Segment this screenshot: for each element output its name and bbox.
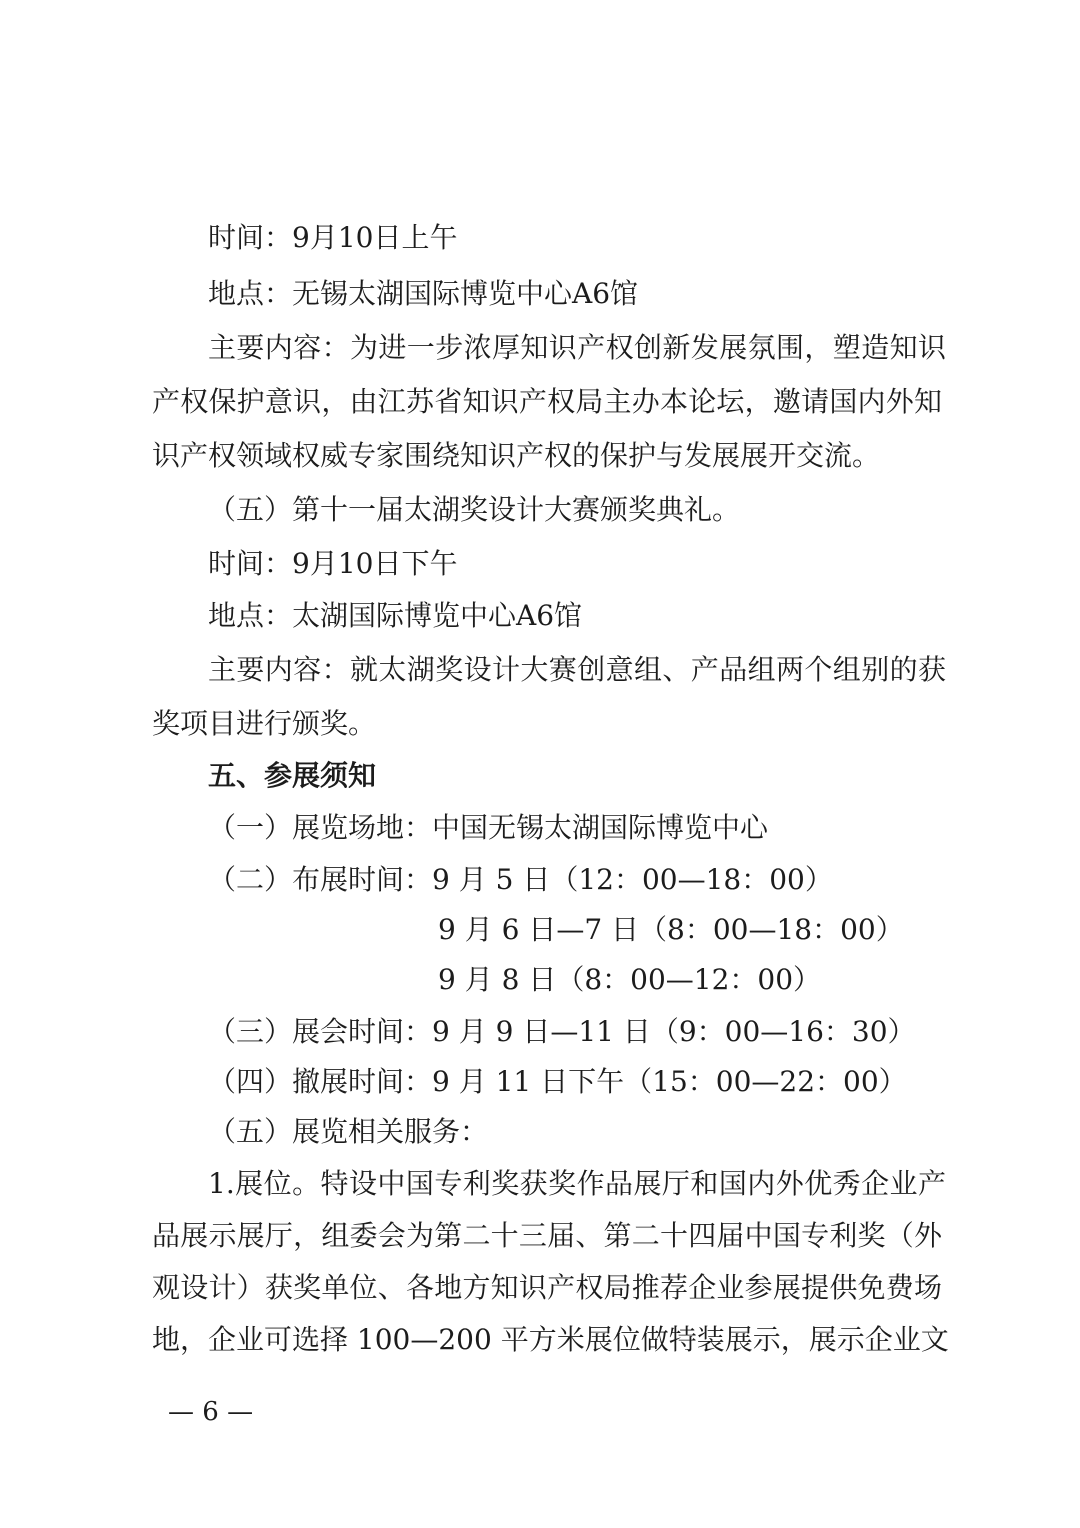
notice-item-line: （二）布展时间：9 月 5 日（12：00—18：00） — [208, 863, 833, 896]
body-text-line: 产权保护意识，由江苏省知识产权局主办本论坛，邀请国内外知 — [152, 385, 942, 418]
schedule-location-line: 地点：无锡太湖国际博览中心A6馆 — [208, 277, 639, 310]
body-text-line: 品展示展厅，组委会为第二十三届、第二十四届中国专利奖（外 — [152, 1219, 942, 1252]
main-content-line: 主要内容：为进一步浓厚知识产权创新发展氛围，塑造知识 — [208, 331, 946, 364]
body-text-line: 观设计）获奖单位、各地方知识产权局推荐企业参展提供免费场 — [152, 1271, 942, 1304]
page-number: — 6 — — [168, 1397, 254, 1427]
notice-item-continuation: 9 月 6 日—7 日（8：00—18：00） — [438, 913, 904, 946]
schedule-time-line: 时间：9月10日下午 — [208, 547, 458, 580]
notice-item-continuation: 9 月 8 日（8：00—12：00） — [438, 963, 822, 996]
schedule-time-line: 时间：9月10日上午 — [208, 221, 458, 254]
schedule-location-line: 地点：太湖国际博览中心A6馆 — [208, 599, 583, 632]
notice-item-line: （四）撤展时间：9 月 11 日下午（15：00—22：00） — [208, 1065, 907, 1098]
body-text-line: 识产权领域权威专家围绕知识产权的保护与发展展开交流。 — [152, 439, 881, 472]
notice-item-line: （五）展览相关服务： — [208, 1115, 489, 1148]
main-content-line: 主要内容：就太湖奖设计大赛创意组、产品组两个组别的获 — [208, 653, 946, 686]
section-item-title: （五）第十一届太湖奖设计大赛颁奖典礼。 — [208, 493, 741, 526]
body-text-line: 奖项目进行颁奖。 — [152, 707, 377, 740]
notice-item-line: （三）展会时间：9 月 9 日—11 日（9：00—16：30） — [208, 1015, 916, 1048]
body-text-line: 地，企业可选择 100—200 平方米展位做特装展示，展示企业文 — [152, 1323, 949, 1356]
notice-item-line: （一）展览场地：中国无锡太湖国际博览中心 — [208, 811, 769, 844]
service-paragraph-line: 1.展位。特设中国专利奖获奖作品展厅和国内外优秀企业产 — [208, 1167, 946, 1200]
section-heading: 五、参展须知 — [208, 759, 377, 792]
